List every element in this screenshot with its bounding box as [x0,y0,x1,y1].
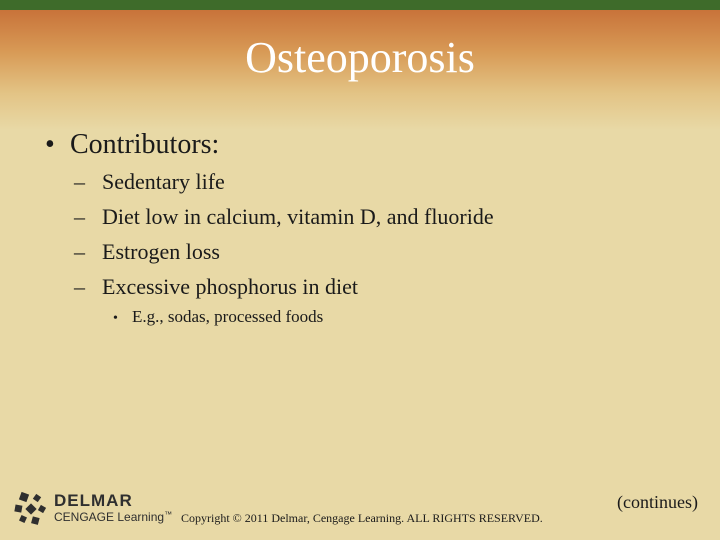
delmar-cengage-logo-icon [14,491,48,525]
sub-bullet-label: Excessive phosphorus in diet [102,274,359,299]
sub-bullet-item [74,238,220,266]
publisher-logo [14,489,179,529]
dash-icon: – [74,274,85,299]
logo-trademark: ™ [164,510,173,519]
logo-wordmark: DELMAR [54,491,133,510]
sub-bullet-item [74,273,358,301]
sub-bullet-label: Estrogen loss [102,239,220,264]
sub-bullet-label: Sedentary life [102,169,225,194]
dash-icon: – [74,169,85,194]
bullet-icon: • [45,129,55,160]
sub-sub-bullet-item [113,306,323,330]
sub-sub-bullet-label: E.g., sodas, processed foods [132,307,324,326]
copyright-notice: Copyright © 2011 Delmar, Cengage Learning. ALL RIGHTS RESERVED. [181,511,543,525]
slide-title: Osteoporosis [245,33,475,82]
sub-bullet-item [74,203,494,231]
dash-icon: – [74,239,85,264]
sub-bullet-item [74,168,225,196]
sub-bullet-label: Diet low in calcium, vitamin D, and fluoride [102,204,494,229]
continues-label: (continues) [617,492,698,512]
bullet-label: Contributors: [70,129,220,160]
bullet-contributors [45,128,219,162]
bullet-icon: • [113,311,118,326]
logo-subline-text: CENGAGE Learning [54,510,165,524]
logo-subline [54,510,172,524]
dash-icon: – [74,204,85,229]
